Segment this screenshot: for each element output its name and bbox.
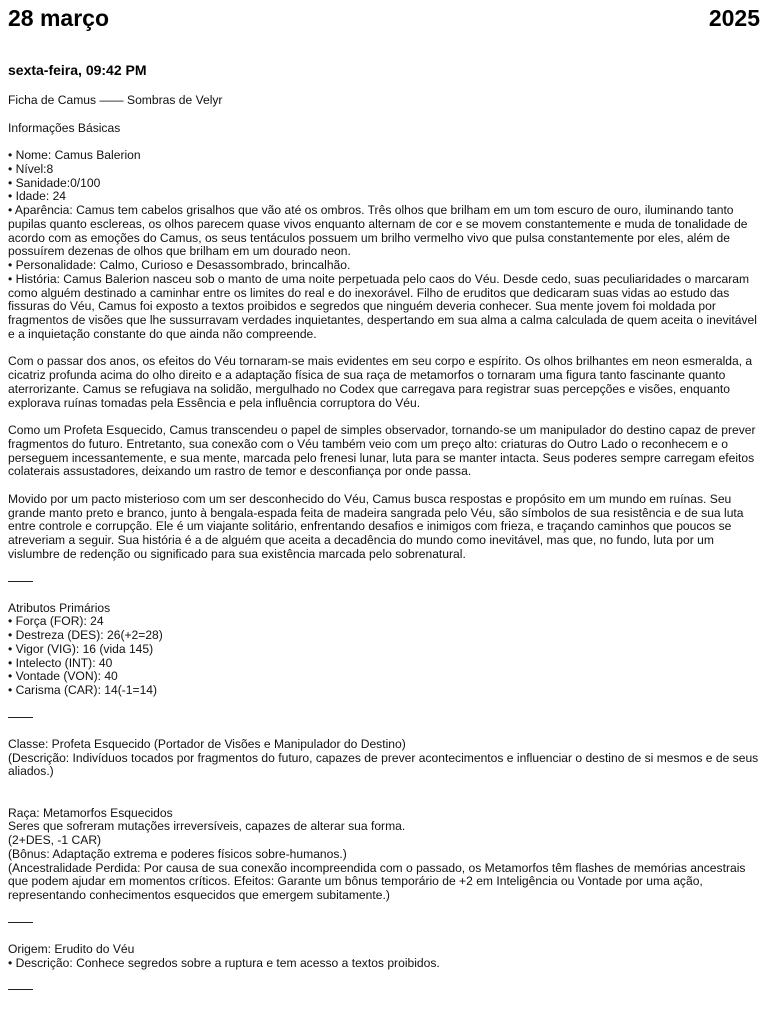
document-body xyxy=(8,94,760,997)
campaign-name: Sombras de Velyr xyxy=(127,93,223,107)
attribute-charisma: • Carisma (CAR): 14(-1=14) xyxy=(8,683,158,697)
section-divider xyxy=(8,717,33,718)
race-bonus: (Bônus: Adaptação extrema e poderes físicos sobre-humanos.) xyxy=(8,846,347,861)
date-label: 28 março xyxy=(8,5,110,31)
section-divider xyxy=(8,581,33,582)
attribute-vigor: • Vigor (VIG): 16 (vida 145) xyxy=(8,641,154,656)
info-level: • Nível:8 xyxy=(8,161,54,176)
info-age: • Idade: 24 xyxy=(8,189,67,204)
race-ancestry: (Ancestralidade Perdida: Por causa de sua conexão incompreendida com o passado, os Metamorfos têm flashes de memórias ancestrais que podem ajudar em momentos críticos. Efeitos: Garante um bônus temporário de +2 em Inteligência ou Vontade por uma ação, representando conhecimentos esquecidos que emergem subitamente.) xyxy=(8,860,749,902)
attribute-strength: • Força (FOR): 24 xyxy=(8,614,104,629)
info-appearance: • Aparência: Camus tem cabelos grisalhos que vão até os ombros. Três olhos que brilham em um tom escuro de ouro, iluminando tanto pupilas quanto esclereas, os olhos parecem quase vivos enquanto alternam de cor e se movem constantemente e muda de tonalidade de acordo com as emoções do Camus, os seus tentáculos possuem um brilho vermelho vivo que pulsa constantemente por eles, além de possuírem dezenas de olhos que brilham em um dourado neon. xyxy=(8,203,751,259)
attribute-intellect: • Intelecto (INT): 40 xyxy=(8,655,113,670)
info-history: • História: Camus Balerion nasceu sob o manto de uma noite perpetuada pelo caos do Véu. Desde cedo, suas peculiaridades o marcaram como alguém destinado a caminhar entre os limites do real e do inexorável. Filho de eruditos que dedicaram suas vidas ao estudo das fissuras do Véu, Camus foi exposto a textos proibidos e segredos que ninguém deveria conhecer. Sua mente jovem foi moldada por fragmentos de visões que lhe sussurravam verdades inquietantes, despertando em sua alma a calma calculada de quem aceita o inevitável e a inquietação constante do que ainda não compreende. xyxy=(8,271,761,341)
title-separator: —— xyxy=(99,93,124,107)
race-summary: Seres que sofreram mutações irreversíveis, capazes de alterar sua forma. xyxy=(8,819,406,834)
info-personality: • Personalidade: Calmo, Curioso e Desassombrado, brincalhão. xyxy=(8,258,351,272)
sheet-title-line xyxy=(8,94,760,108)
basic-info-heading: Informações Básicas xyxy=(8,120,121,135)
attribute-will: • Vontade (VON): 40 xyxy=(8,669,118,684)
class-heading: Classe: Profeta Esquecido (Portador de Visões e Manipulador do Destino) xyxy=(8,736,406,751)
section-divider xyxy=(8,989,33,990)
year-label: 2025 xyxy=(708,5,760,31)
section-divider xyxy=(8,922,33,923)
origin-description: • Descrição: Conhece segredos sobre a ruptura e tem acesso a textos proibidos. xyxy=(8,955,440,970)
history-paragraph: Movido por um pacto misterioso com um ser desconhecido do Véu, Camus busca respostas e propósito em um mundo em ruínas. Seu grande manto preto e branco, junto à bengala-espada feita de madeira sangrada pelo Véu, são símbolos de sua resistência e de sua luta entre controle e corrupção. Ele é um viajante solitário, enfrentando desafios e inimigos com frieza, e traçando caminhos que poucos se atreveriam a seguir. Sua história é a de alguém que aceita a decadência do mundo como inevitável, mas que, no fundo, luta por um vislumbre de redenção ou significado para sua existência marcada pelo sobrenatural. xyxy=(8,491,747,561)
page-header xyxy=(8,4,760,32)
sheet-title: Ficha de Camus xyxy=(8,93,97,107)
history-paragraph: Com o passar dos anos, os efeitos do Véu tornaram-se mais evidentes em seu corpo e espírito. Os olhos brilhantes em neon esmeralda, a cicatriz profunda acima do olho direito e a adaptação física de sua raça de metamorfos o tornaram uma figura tanto fascinante quanto aterrorizante. Camus se refugiava na solidão, mergulhado no Codex que carregava para registrar suas percepções e visões, enquanto explorava ruínas tomadas pela Essência e pela influência corruptora do Véu. xyxy=(8,354,756,410)
race-heading: Raça: Metamorfos Esquecidos xyxy=(8,805,173,820)
race-modifiers: (2+DES, -1 CAR) xyxy=(8,833,102,847)
class-description: (Descrição: Indivíduos tocados por fragmentos do futuro, capazes de prever acontecimentos e influenciar o destino de si mesmos e de seus aliados.) xyxy=(8,750,762,779)
history-paragraph: Como um Profeta Esquecido, Camus transcendeu o papel de simples observador, tornando-se um manipulador do destino capaz de prever fragmentos do futuro. Entretanto, sua conexão com o Véu também veio com um preço alto: criaturas do Outro Lado o reconhecem e o perseguem incessantemente, e sua mente, marcada pelo frenesi lunar, luta para se manter intacta. Seus poderes sempre carregam efeitos colaterais assustadores, deixando um rastro de temor e desconfiança por onde passa. xyxy=(8,423,759,479)
attributes-heading: Atributos Primários xyxy=(8,600,111,615)
info-name: • Nome: Camus Balerion xyxy=(8,148,141,162)
weekday-time-label: sexta-feira, 09:42 PM xyxy=(8,62,147,78)
info-sanity: • Sanidade:0/100 xyxy=(8,175,101,190)
origin-heading: Origem: Erudito do Véu xyxy=(8,941,135,956)
attribute-dexterity: • Destreza (DES): 26(+2=28) xyxy=(8,628,163,642)
